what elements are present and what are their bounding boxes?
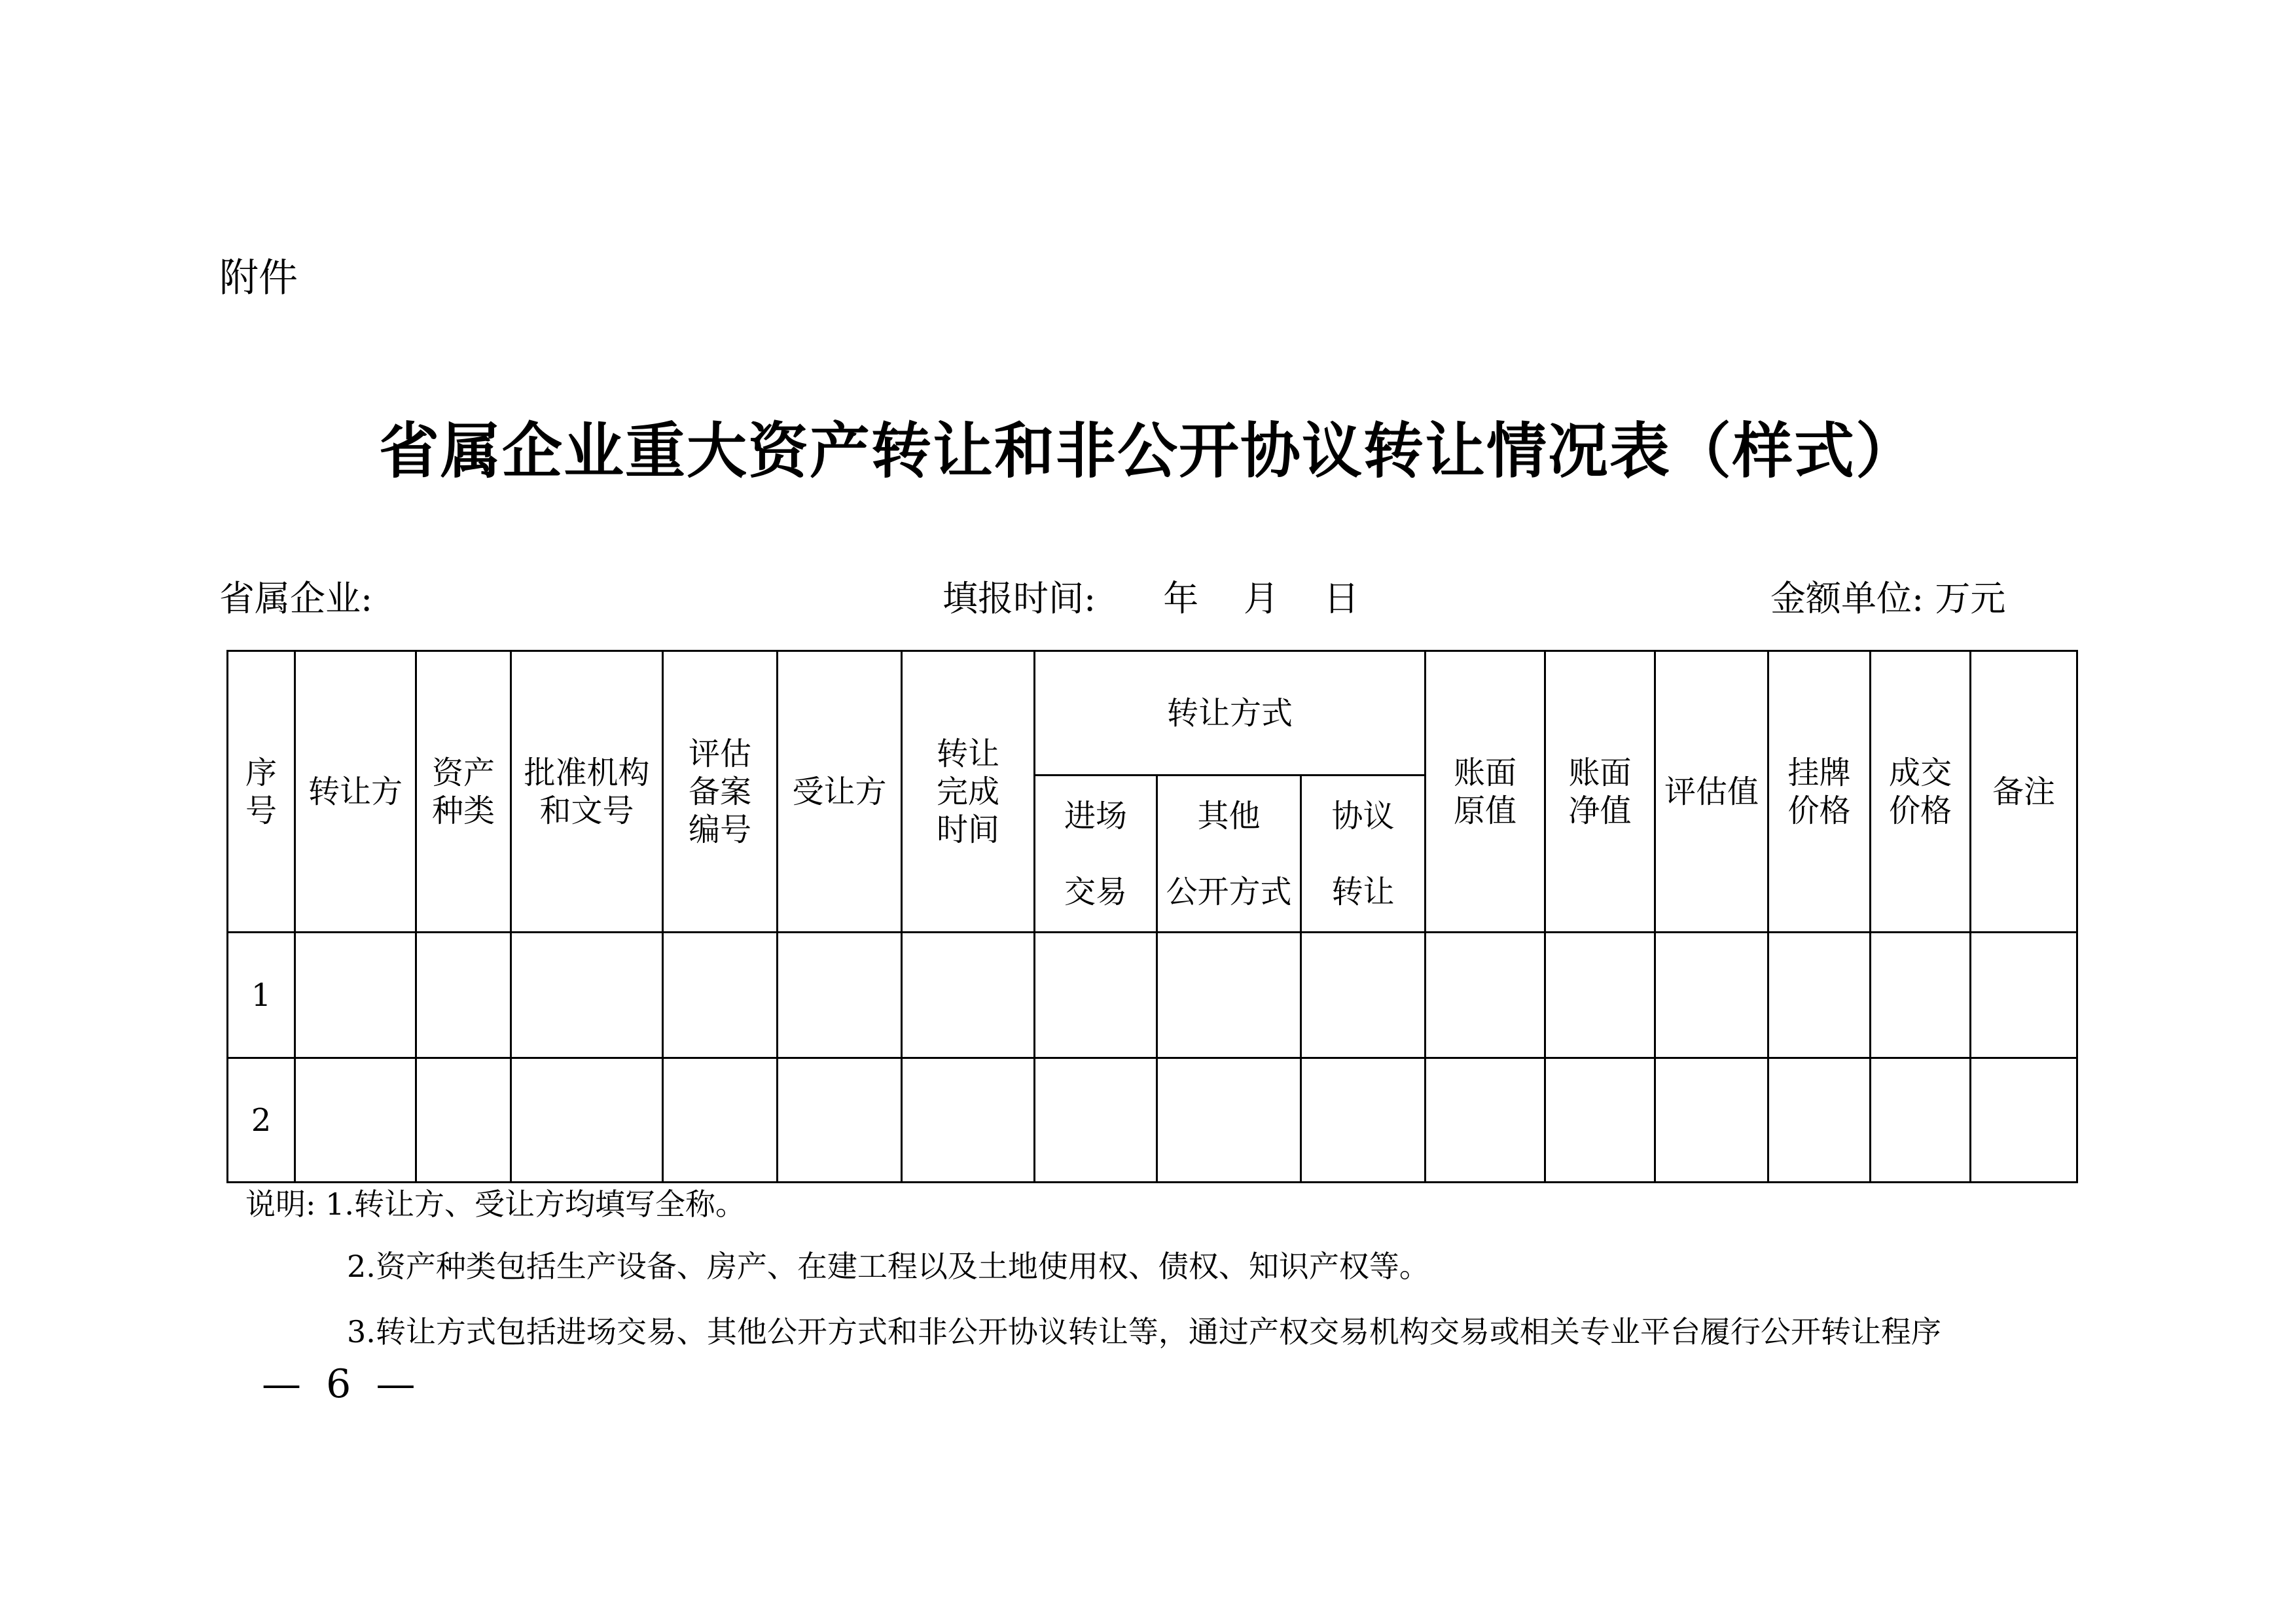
header-seq: 序 号 [228,651,295,933]
cell-method-agreement[interactable] [1301,933,1426,1058]
report-date [942,576,1359,622]
row-seq: 1 [228,933,295,1058]
cell-eval-value[interactable] [1655,933,1768,1058]
note-2: 2.资产种类包括生产设备、房产、在建工程以及土地使用权、债权、知识产权等。 [347,1249,1429,1284]
cell-book-original[interactable] [1426,933,1545,1058]
header-method-agreement: 协议 转让 [1301,776,1426,933]
cell-method-onsite[interactable] [1035,933,1157,1058]
cell-transferor[interactable] [295,933,416,1058]
day-label: 日 [1323,578,1359,619]
cell-eval-record[interactable] [663,1058,778,1183]
cell-completion-time[interactable] [902,933,1035,1058]
company-label: 省属企业: [219,578,373,619]
cell-deal-price[interactable] [1871,933,1971,1058]
cell-eval-record[interactable] [663,933,778,1058]
cell-book-net[interactable] [1545,1058,1655,1183]
header-method-other: 其他 公开方式 [1157,776,1301,933]
note-1: 说明: 1.转让方、受让方均填写全称。 [245,1186,746,1222]
page-number-value: 6 [326,1361,351,1407]
header-transferee: 受让方 [778,651,902,933]
header-deal-price: 成交 价格 [1871,651,1971,933]
page-number: — 6 — [262,1361,416,1407]
header-eval-value: 评估值 [1655,651,1768,933]
table-row [228,1058,2077,1183]
header-completion-time: 转让 完成 时间 [902,651,1035,933]
header-transferor: 转让方 [295,651,416,933]
header-method-group: 转让方式 [1035,651,1426,776]
header-asset-type: 资产 种类 [416,651,511,933]
year-label: 年 [1163,578,1199,619]
cell-eval-value[interactable] [1655,1058,1768,1183]
cell-completion-time[interactable] [902,1058,1035,1183]
header-book-net: 账面 净值 [1545,651,1655,933]
cell-method-other[interactable] [1157,933,1301,1058]
cell-asset-type[interactable] [416,1058,511,1183]
cell-transferor[interactable] [295,1058,416,1183]
cell-book-original[interactable] [1426,1058,1545,1183]
cell-listing-price[interactable] [1768,1058,1871,1183]
header-approval: 批准机构 和文号 [511,651,663,933]
header-remarks: 备注 [1971,651,2077,933]
header-row-1 [228,651,2077,776]
document-title: 省属企业重大资产转让和非公开协议转让情况表（样式） [378,416,1917,486]
cell-method-onsite[interactable] [1035,1058,1157,1183]
header-listing-price: 挂牌 价格 [1768,651,1871,933]
cell-method-agreement[interactable] [1301,1058,1426,1183]
cell-remarks[interactable] [1971,1058,2077,1183]
cell-method-other[interactable] [1157,1058,1301,1183]
header-book-original: 账面 原值 [1426,651,1545,933]
table-row [228,933,2077,1058]
cell-listing-price[interactable] [1768,933,1871,1058]
header-eval-record: 评估 备案 编号 [663,651,778,933]
cell-deal-price[interactable] [1871,1058,1971,1183]
attachment-label: 附件 [219,255,298,301]
report-table [226,650,2078,1183]
cell-approval[interactable] [511,1058,663,1183]
note-3: 3.转让方式包括进场交易、其他公开方式和非公开协议转让等，通过产权交易机构交易或相关专业平台履行公开转让程序 [347,1314,1941,1349]
cell-remarks[interactable] [1971,933,2077,1058]
row-seq: 2 [228,1058,295,1183]
cell-transferee[interactable] [778,933,902,1058]
cell-book-net[interactable] [1545,933,1655,1058]
cell-approval[interactable] [511,933,663,1058]
header-method-onsite: 进场 交易 [1035,776,1157,933]
cell-asset-type[interactable] [416,933,511,1058]
date-label: 填报时间: [942,578,1096,619]
month-label: 月 [1243,578,1279,619]
cell-transferee[interactable] [778,1058,902,1183]
amount-unit: 金额单位: 万元 [1770,578,2006,619]
